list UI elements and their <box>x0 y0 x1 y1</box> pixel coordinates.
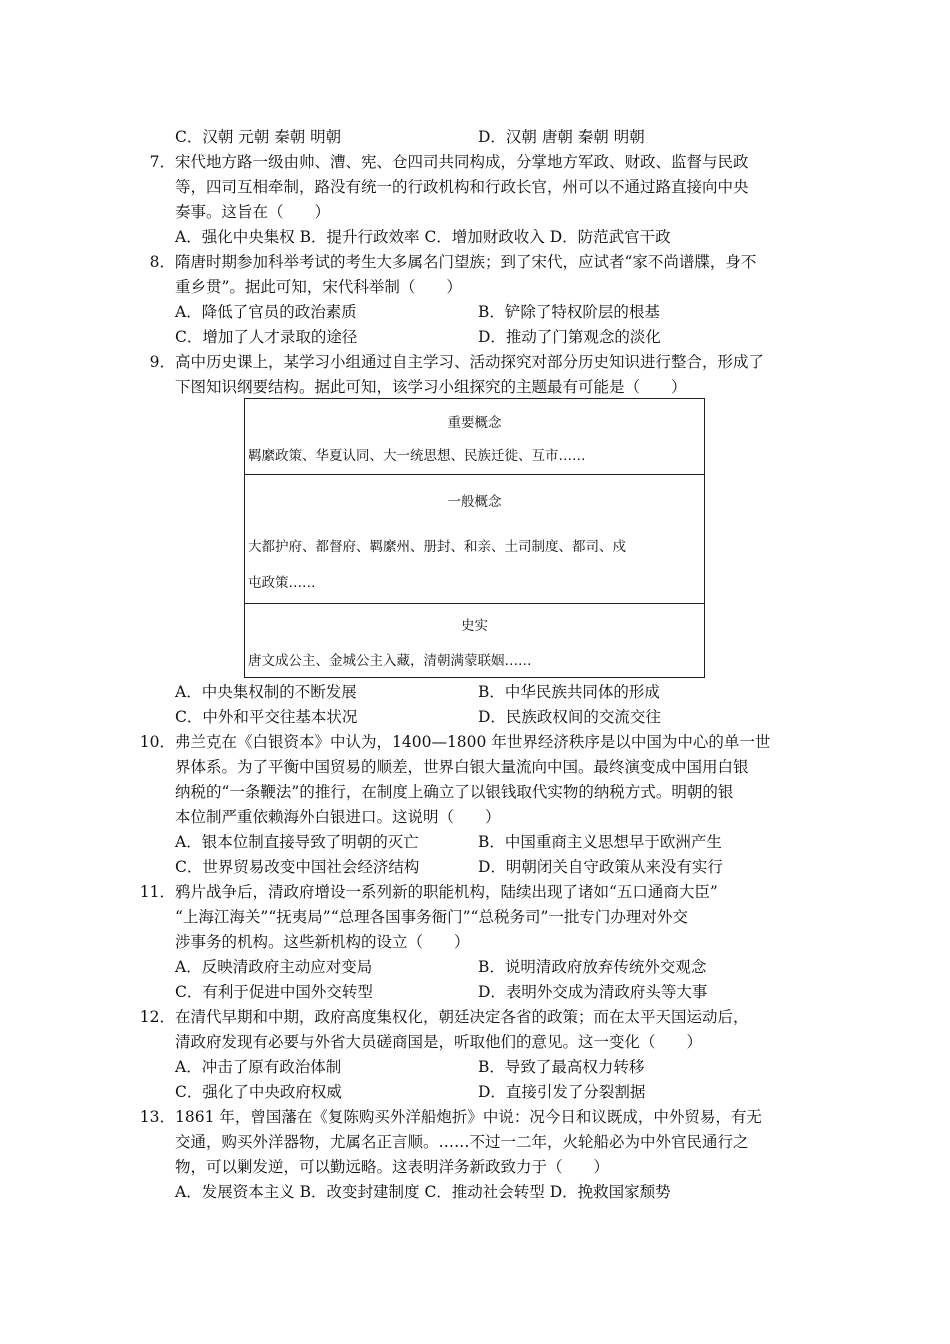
q11-option-d: D．表明外交成为清政府头等大事 <box>478 983 708 1001</box>
historical-facts-body: 唐文成公主、金城公主入藏，清朝满蒙联姻…… <box>248 653 532 669</box>
q11-option-b: B．说明清政府放弃传统外交观念 <box>478 958 707 976</box>
q8-option-c: C．增加了人才录取的途径 <box>175 328 358 346</box>
q8-option-d: D．推动了门第观念的淡化 <box>478 328 661 346</box>
q7-stem-line: 等，四司互相牵制，路没有统一的行政机构和行政长官，州可以不通过路直接向中央 <box>175 178 749 196</box>
q12-number: 12． <box>139 1008 175 1026</box>
q11-option-c: C．有利于促进中国外交转型 <box>175 983 373 1001</box>
historical-facts-title: 史实 <box>461 618 488 634</box>
important-concepts-section <box>245 399 704 475</box>
q9-number: 9． <box>149 353 175 371</box>
q12-option-a: A．冲击了原有政治体制 <box>175 1058 342 1076</box>
q7-options: A．强化中央集权 B．提升行政效率 C．增加财政收入 D．防范武官干政 <box>175 228 671 246</box>
q10-option-c: C．世界贸易改变中国社会经济结构 <box>175 858 420 876</box>
q11-stem-line: 鸦片战争后，清政府增设一系列新的职能机构，陆续出现了诸如“五口通商大臣” <box>175 883 718 901</box>
q12-option-b: B．导致了最高权力转移 <box>478 1058 645 1076</box>
general-concepts-body-line: 大都护府、都督府、羁縻州、册封、和亲、土司制度、都司、戍 <box>248 539 626 555</box>
q9-option-c: C．中外和平交往基本状况 <box>175 708 358 726</box>
q8-stem-line: 重乡贯”。据此可知，宋代科举制（ ） <box>175 278 462 296</box>
general-concepts-section <box>245 475 704 604</box>
q9-option-d: D．民族政权间的交流交往 <box>478 708 661 726</box>
important-concepts-title: 重要概念 <box>447 415 502 431</box>
q10-stem-line: 本位制严重依赖海外白银进口。这说明（ ） <box>175 808 501 826</box>
q10-stem-line: 纳税的“一条鞭法”的推行，在制度上确立了以银钱取代实物的纳税方式。明朝的银 <box>175 783 734 801</box>
q9-option-b: B．中华民族共同体的形成 <box>478 683 660 701</box>
q12-stem-line: 清政府发现有必要与外省大员磋商国是，听取他们的意见。这一变化（ ） <box>175 1033 703 1051</box>
q13-stem-line: 1861 年，曾国藩在《复陈购买外洋船炮折》中说：况今日和议既成，中外贸易，有无 <box>175 1108 762 1126</box>
q7-number: 7． <box>149 153 175 171</box>
q6-option-c: C．汉朝 元朝 秦朝 明朝 <box>175 128 342 146</box>
q13-stem-line: 物，可以剿发逆，可以勤远略。这表明洋务新政致力于（ ） <box>175 1158 610 1176</box>
q10-stem-line: 界体系。为了平衡中国贸易的顺差，世界白银大量流向中国。最终演变成中国用白银 <box>175 758 749 776</box>
general-concepts-body-line: 屯政策…… <box>248 575 316 591</box>
important-concepts-body: 羁縻政策、华夏认同、大一统思想、民族迁徙、互市…… <box>248 448 586 464</box>
q12-stem-line: 在清代早期和中期，政府高度集权化，朝廷决定各省的政策；而在太平天国运动后， <box>175 1008 749 1026</box>
q11-option-a: A．反映清政府主动应对变局 <box>175 958 373 976</box>
general-concepts-title: 一般概念 <box>447 494 502 510</box>
q10-number: 10． <box>139 733 175 751</box>
q8-option-b: B．铲除了特权阶层的根基 <box>478 303 660 321</box>
q12-option-c: C．强化了中央政府权威 <box>175 1083 342 1101</box>
q6-option-d: D．汉朝 唐朝 秦朝 明朝 <box>478 128 645 146</box>
q13-number: 13． <box>139 1108 175 1126</box>
historical-facts-section <box>245 604 704 679</box>
q8-stem-line: 隋唐时期参加科举考试的考生大多属名门望族；到了宋代，应试者“家不尚谱牒，身不 <box>175 253 757 271</box>
q9-stem-line: 下图知识纲要结构。据此可知，该学习小组探究的主题最有可能是（ ） <box>175 378 687 396</box>
q8-option-a: A．降低了官员的政治素质 <box>175 303 357 321</box>
q10-option-a: A．银本位制直接导致了明朝的灭亡 <box>175 833 419 851</box>
q7-stem-line: 宋代地方路一级由帅、漕、宪、仓四司共同构成，分掌地方军政、财政、监督与民政 <box>175 153 749 171</box>
q11-stem-line: “上海江海关”“抚夷局”“总理各国事务衙门”“总税务司”一批专门办理对外交 <box>175 908 688 926</box>
q10-stem-line: 弗兰克在《白银资本》中认为，1400—1800 年世界经济秩序是以中国为中心的单一世 <box>175 733 771 751</box>
q11-number: 11． <box>139 883 175 901</box>
q7-stem-line: 奏事。这旨在（ ） <box>175 203 331 221</box>
q9-stem-line: 高中历史课上，某学习小组通过自主学习、活动探究对部分历史知识进行整合，形成了 <box>175 353 765 371</box>
q8-number: 8． <box>149 253 175 271</box>
q10-option-b: B．中国重商主义思想早于欧洲产生 <box>478 833 722 851</box>
q9-option-a: A．中央集权制的不断发展 <box>175 683 357 701</box>
q13-options: A．发展资本主义 B．改变封建制度 C．推动社会转型 D．挽救国家颓势 <box>175 1183 671 1201</box>
knowledge-outline-table <box>244 398 705 678</box>
q10-option-d: D．明朝闭关自守政策从来没有实行 <box>478 858 723 876</box>
q13-stem-line: 交通，购买外洋器物，尤属名正言顺。……不过一二年，火轮船必为中外官民通行之 <box>175 1133 749 1151</box>
q11-stem-line: 涉事务的机构。这些新机构的设立（ ） <box>175 933 470 951</box>
q12-option-d: D．直接引发了分裂割据 <box>478 1083 646 1101</box>
